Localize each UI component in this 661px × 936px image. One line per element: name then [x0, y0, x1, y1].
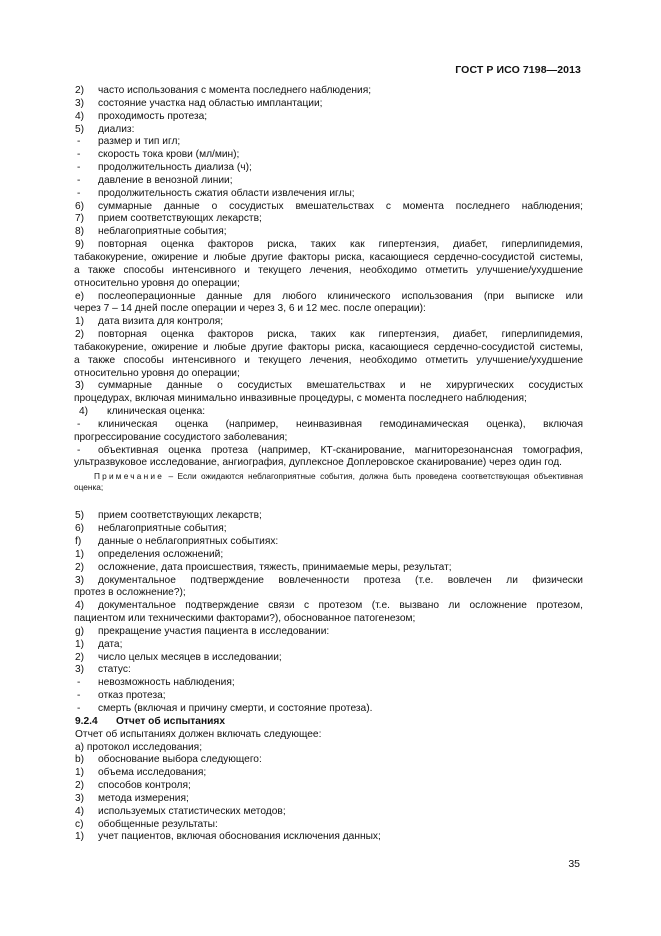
paragraph-line: прогрессирование сосудистого заболевания;	[74, 431, 288, 443]
dash-list-item	[75, 690, 583, 703]
list-item-text: состояние участка над областью имплантации;	[98, 97, 323, 109]
dash-list-item	[75, 136, 583, 149]
numbered-list-item	[75, 575, 583, 588]
numbered-list-item	[75, 98, 583, 111]
paragraph-line: через 7 – 14 дней после операции и через 3, 6 и 12 мес. после операции):	[74, 303, 426, 315]
dash-list-item	[75, 445, 583, 458]
numbered-list-item	[75, 316, 583, 329]
list-marker: 3)	[75, 574, 85, 586]
paragraph-line: относительно уровня до операции;	[74, 367, 240, 379]
list-item-text: дата;	[98, 638, 123, 650]
list-item-text: клиническая оценка:	[107, 406, 206, 418]
dash-list-item	[75, 162, 583, 175]
list-marker: 9)	[75, 239, 85, 251]
list-item-text: обобщенные результаты:	[98, 818, 218, 830]
dash-list-item	[75, 149, 583, 162]
numbered-list-item	[75, 510, 583, 523]
list-marker: -	[77, 136, 81, 148]
list-marker: 5)	[75, 510, 85, 522]
list-marker: 4)	[75, 805, 85, 817]
list-marker: 1)	[75, 548, 85, 560]
list-marker: 2)	[75, 651, 85, 663]
list-item-text: объективная оценка протеза (например, КТ-сканирование, магниторезонансная томография,	[98, 444, 583, 456]
list-item-text: послеоперационные данные для любого клинического использования (при выписке или	[98, 290, 583, 302]
numbered-list-item	[75, 639, 583, 652]
list-item-text: неблагоприятные события;	[98, 226, 227, 238]
section-number: 9.2.4	[75, 715, 98, 727]
paragraph-line: пациентом или техническими факторами?), обоснованное патогенезом;	[74, 613, 416, 625]
list-item-text: число целых месяцев в исследовании;	[98, 651, 282, 663]
list-marker: 5)	[75, 123, 85, 135]
list-item-text: повторная оценка факторов риска, таких как гипертензия, диабет, гиперлипидемия,	[98, 329, 583, 341]
note	[74, 471, 583, 493]
document-body	[75, 85, 583, 844]
list-marker: 8)	[75, 226, 85, 238]
list-marker: 3)	[75, 380, 85, 392]
section-heading	[75, 716, 583, 729]
list-marker: 3)	[75, 792, 85, 804]
list-item-text: объема исследования;	[98, 767, 207, 779]
numbered-list-item	[75, 239, 583, 252]
numbered-list-item	[75, 523, 583, 536]
list-item-text: невозможность наблюдения;	[98, 677, 235, 689]
list-item-text: данные о неблагоприятных событиях:	[98, 536, 279, 547]
list-marker: -	[77, 162, 81, 174]
list-marker: 2)	[75, 329, 85, 341]
list-marker: 3)	[75, 97, 85, 109]
list-item-text: метода измерения;	[98, 792, 189, 804]
paragraph-line: относительно уровня до операции;	[74, 277, 240, 289]
list-item-text: давление в венозной линии;	[98, 174, 233, 186]
numbered-list-item	[75, 793, 583, 806]
numbered-list-item	[75, 806, 583, 819]
paragraph-line: процедурах, включая минимально инвазивные процедуры, с момента последнего наблюдения;	[74, 393, 527, 405]
list-marker: -	[77, 187, 81, 199]
list-item-text: документальное подтверждение связи с протезом (т.е. вызвано ли осложнение протезом,	[98, 600, 583, 612]
list-item-text: прием соответствующих лекарств;	[98, 510, 262, 522]
section-title: Отчет об испытаниях	[116, 715, 225, 727]
paragraph-line: a) протокол исследования;	[75, 741, 203, 753]
numbered-list-item	[75, 780, 583, 793]
list-marker: g)	[75, 625, 85, 637]
list-marker: b)	[75, 754, 85, 766]
spacer	[75, 493, 583, 510]
list-marker: -	[77, 174, 81, 186]
list-marker: 4)	[75, 110, 85, 122]
list-marker: 6)	[75, 523, 85, 535]
numbered-list-item	[75, 819, 583, 832]
list-marker: -	[77, 677, 81, 689]
numbered-list-item	[75, 406, 583, 419]
list-item-text: суммарные данные о сосудистых вмешательствах и не хирургических сосудистых	[98, 380, 583, 392]
paragraph-line: а также способы интенсивного и текущего лечения, необходимо отметить улучшение/ухудшение	[74, 354, 583, 366]
list-item-text: повторная оценка факторов риска, таких как гипертензия, диабет, гиперлипидемия,	[98, 239, 583, 251]
dash-list-item	[75, 703, 583, 716]
numbered-list-item	[75, 652, 583, 665]
list-item-text: дата визита для контроля;	[98, 316, 224, 328]
list-marker: 1)	[75, 767, 85, 779]
list-item-text: суммарные данные о сосудистых вмешательствах с момента последнего наблюдения;	[98, 200, 583, 212]
list-item-text: определения осложнений;	[98, 548, 224, 560]
list-item-text: используемых статистических методов;	[98, 805, 286, 817]
numbered-list-item	[75, 600, 583, 613]
numbered-list-item	[75, 562, 583, 575]
list-marker: 4)	[75, 600, 85, 612]
document-header-standard: ГОСТ Р ИСО 7198—2013	[455, 64, 581, 76]
list-item-text: продолжительность диализа (ч);	[98, 162, 252, 174]
list-item-text: проходимость протеза;	[98, 110, 208, 122]
numbered-list-item	[75, 380, 583, 393]
numbered-list-item	[75, 549, 583, 562]
numbered-list-item	[75, 226, 583, 239]
list-marker: -	[77, 702, 81, 714]
dash-list-item	[75, 175, 583, 188]
paragraph-line: а также способы интенсивного и текущего лечения, необходимо отметить улучшение/ухудшение	[74, 264, 583, 276]
numbered-list-item	[75, 291, 583, 304]
dash-list-item	[75, 188, 583, 201]
list-marker: c)	[75, 818, 84, 830]
list-item-text: неблагоприятные события;	[98, 523, 227, 535]
list-marker: 6)	[75, 200, 85, 212]
list-item-text: смерть (включая и причину смерти, и состояние протеза).	[98, 702, 373, 714]
list-item-text: клиническая оценка (например, неинвазивная гемодинамическая оценка), включая	[98, 418, 583, 430]
list-item-text: способов контроля;	[98, 780, 191, 792]
list-marker: 2)	[75, 561, 85, 573]
dash-list-item	[75, 677, 583, 690]
note-label: Примечание	[94, 471, 165, 482]
list-marker: 2)	[75, 85, 85, 96]
list-marker: 1)	[75, 316, 85, 328]
list-marker: 1)	[75, 831, 85, 843]
paragraph-line: Отчет об испытаниях должен включать следующее:	[75, 728, 322, 740]
list-item-text: отказ протеза;	[98, 690, 166, 702]
numbered-list-item	[75, 831, 583, 844]
list-item-text: статус:	[98, 664, 131, 676]
paragraph-line: ультразвуковое исследование, ангиография, дуплексное Доплеровское сканирование) через один год.	[74, 457, 562, 469]
list-item-text: размер и тип игл;	[98, 136, 181, 148]
list-item-text: диализ:	[98, 123, 135, 135]
list-item-text: продолжительность сжатия области извлечения иглы;	[98, 187, 355, 199]
list-marker: 4)	[79, 406, 89, 418]
numbered-list-item	[75, 754, 583, 767]
list-marker: 2)	[75, 780, 85, 792]
numbered-list-item	[75, 213, 583, 226]
list-item-text: учет пациентов, включая обоснования исключения данных;	[98, 831, 381, 843]
list-marker: e)	[75, 290, 85, 302]
list-item-text: обоснование выбора следующего:	[98, 754, 262, 766]
numbered-list-item	[75, 664, 583, 677]
numbered-list-item	[75, 124, 583, 137]
page-number: 35	[568, 858, 580, 870]
dash-list-item	[75, 419, 583, 432]
numbered-list-item	[75, 626, 583, 639]
paragraph-line: табакокурение, ожирение и любые другие факторы риска, касающиеся сердечно-сосудистой системы,	[74, 251, 583, 263]
list-marker: -	[77, 149, 81, 161]
note-text: – Если ожидаются неблагоприятные события, должна быть проведена соответствующая объективная оценка;	[74, 471, 583, 493]
list-item-text: прекращение участия пациента в исследовании:	[98, 625, 330, 637]
list-marker: -	[77, 418, 81, 430]
numbered-list-item	[75, 329, 583, 342]
numbered-list-item	[75, 201, 583, 214]
list-marker: 1)	[75, 638, 85, 650]
list-marker: f)	[75, 536, 82, 547]
list-marker: 7)	[75, 213, 85, 225]
list-marker: 3)	[75, 664, 85, 676]
numbered-list-item	[75, 767, 583, 780]
numbered-list-item	[75, 85, 583, 98]
list-marker: -	[77, 444, 81, 456]
list-item-text: документальное подтверждение вовлеченности протеза (т.е. вовлечен ли физически	[98, 574, 583, 586]
list-item-text: скорость тока крови (мл/мин);	[98, 149, 240, 161]
numbered-list-item	[75, 536, 583, 549]
list-marker: -	[77, 690, 81, 702]
paragraph-line: табакокурение, ожирение и любые другие факторы риска, касающиеся сердечно-сосудистой системы,	[74, 341, 583, 353]
list-item-text: осложнение, дата происшествия, тяжесть, принимаемые меры, результат;	[98, 561, 452, 573]
list-item-text: прием соответствующих лекарств;	[98, 213, 262, 225]
numbered-list-item	[75, 111, 583, 124]
list-item-text: часто использования с момента последнего наблюдения;	[98, 85, 372, 96]
paragraph-line: протез в осложнение?);	[74, 587, 186, 599]
